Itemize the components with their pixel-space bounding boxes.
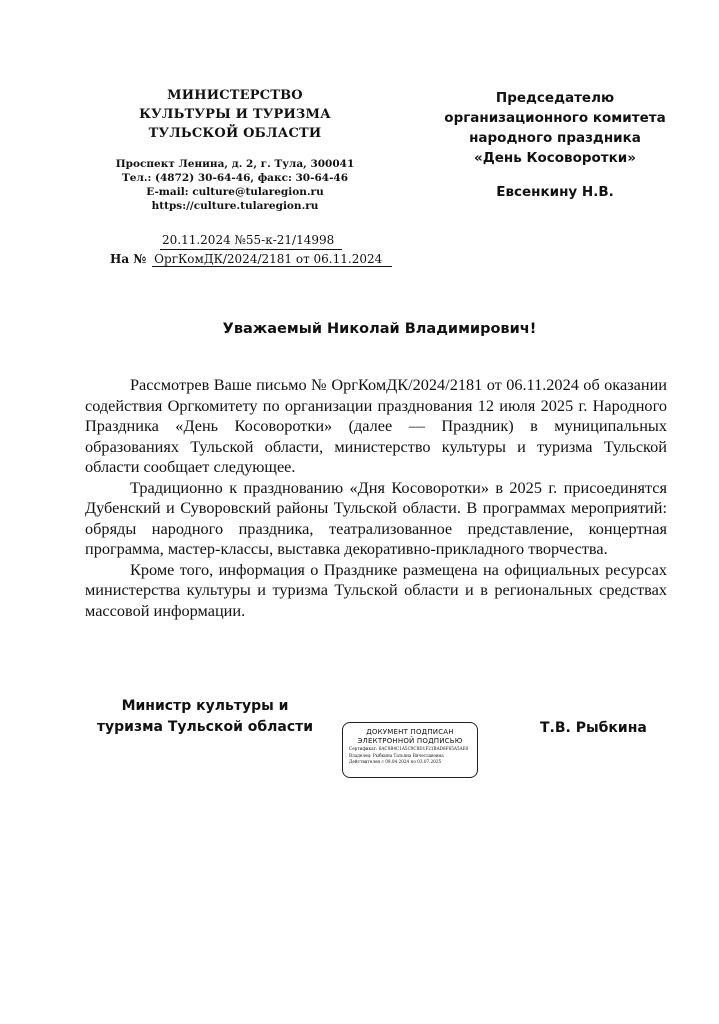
sender-website: https://culture.tularegion.ru <box>151 200 319 212</box>
recipient-line: народного праздника <box>469 130 641 146</box>
signatory-title-line: Министр культуры и <box>121 698 289 714</box>
recipient-line: «День Косоворотки» <box>474 150 636 166</box>
stamp-heading-line: ЭЛЕКТРОННОЙ ПОДПИСЬЮ <box>357 737 463 745</box>
sender-contacts <box>100 157 370 213</box>
outgoing-reference <box>100 231 390 271</box>
electronic-signature-stamp <box>342 722 478 778</box>
ministry-name-line: КУЛЬТУРЫ И ТУРИЗМА <box>139 107 331 122</box>
recipient-name: Евсенкину Н.В. <box>496 184 614 200</box>
sender-email: E-mail: culture@tularegion.ru <box>146 186 324 198</box>
sender-address: Проспект Ленина, д. 2, г. Тула, 300041 <box>115 158 355 170</box>
outgoing-date-number: 20.11.2024 №55-к-21/14998 <box>160 231 342 250</box>
signer <box>540 717 647 736</box>
recipient-line: Председателю <box>495 90 615 106</box>
incoming-value: ОргКомДК/2024/2181 от 06.11.2024 <box>152 252 392 267</box>
incoming-reference <box>110 250 392 268</box>
incoming-label: На № <box>110 252 147 266</box>
stamp-certificate: Сертификат: 6AC0B4C1A5C9C8D1F21BAD8F65A5AE0 <box>349 746 469 751</box>
signatory-title-line: туризма Тульской области <box>96 719 314 735</box>
salutation-text: Уважаемый Николай Владимирович! <box>222 321 537 337</box>
ministry-name-line: МИНИСТЕРСТВО <box>167 88 303 103</box>
ministry-name-line: ТУЛЬСКОЙ ОБЛАСТИ <box>148 126 322 141</box>
recipient-block <box>430 88 680 200</box>
salutation <box>0 318 719 337</box>
sender-phone: Тел.: (4872) 30-64-46, факс: 30-64-46 <box>121 172 349 184</box>
letter-body <box>85 375 667 621</box>
stamp-owner: Владелец: Рыбкина Татьяна Вячеславовна <box>349 752 444 758</box>
stamp-heading-line: ДОКУМЕНТ ПОДПИСАН <box>366 728 454 736</box>
sender-block <box>100 86 370 213</box>
body-paragraph: Рассмотрев Ваше письмо № ОргКомДК/2024/2181 от 06.11.2024 об оказании содействия Оргкомитету по организации празднования 12 июля 2025 г. Народного Праздника «День Косоворотки» (далее — Праздник) в муниципальных образованиях Тульской области, министерство культуры и туризма Тульской области сообщает следующее. <box>85 375 667 476</box>
stamp-validity: Действителен с 09.04.2024 по 03.07.2025 <box>349 759 442 764</box>
signatory-title <box>95 696 315 738</box>
body-paragraph: Традиционно к празднованию «Дня Косоворотки» в 2025 г. присоединятся Дубенский и Суворовский районы Тульской области. В программах мероприятий: обряды народного праздника, театрализованное представление, концертная программа, мастер-классы, выставка декоративно-прикладного творчества. <box>85 477 667 558</box>
signer-name: Т.В. Рыбкина <box>540 720 647 736</box>
recipient-line: организационного комитета <box>444 110 666 126</box>
body-paragraph: Кроме того, информация о Празднике размещена на официальных ресурсах министерства культуры и туризма Тульской области и в региональных средствах массовой информации. <box>85 559 667 620</box>
